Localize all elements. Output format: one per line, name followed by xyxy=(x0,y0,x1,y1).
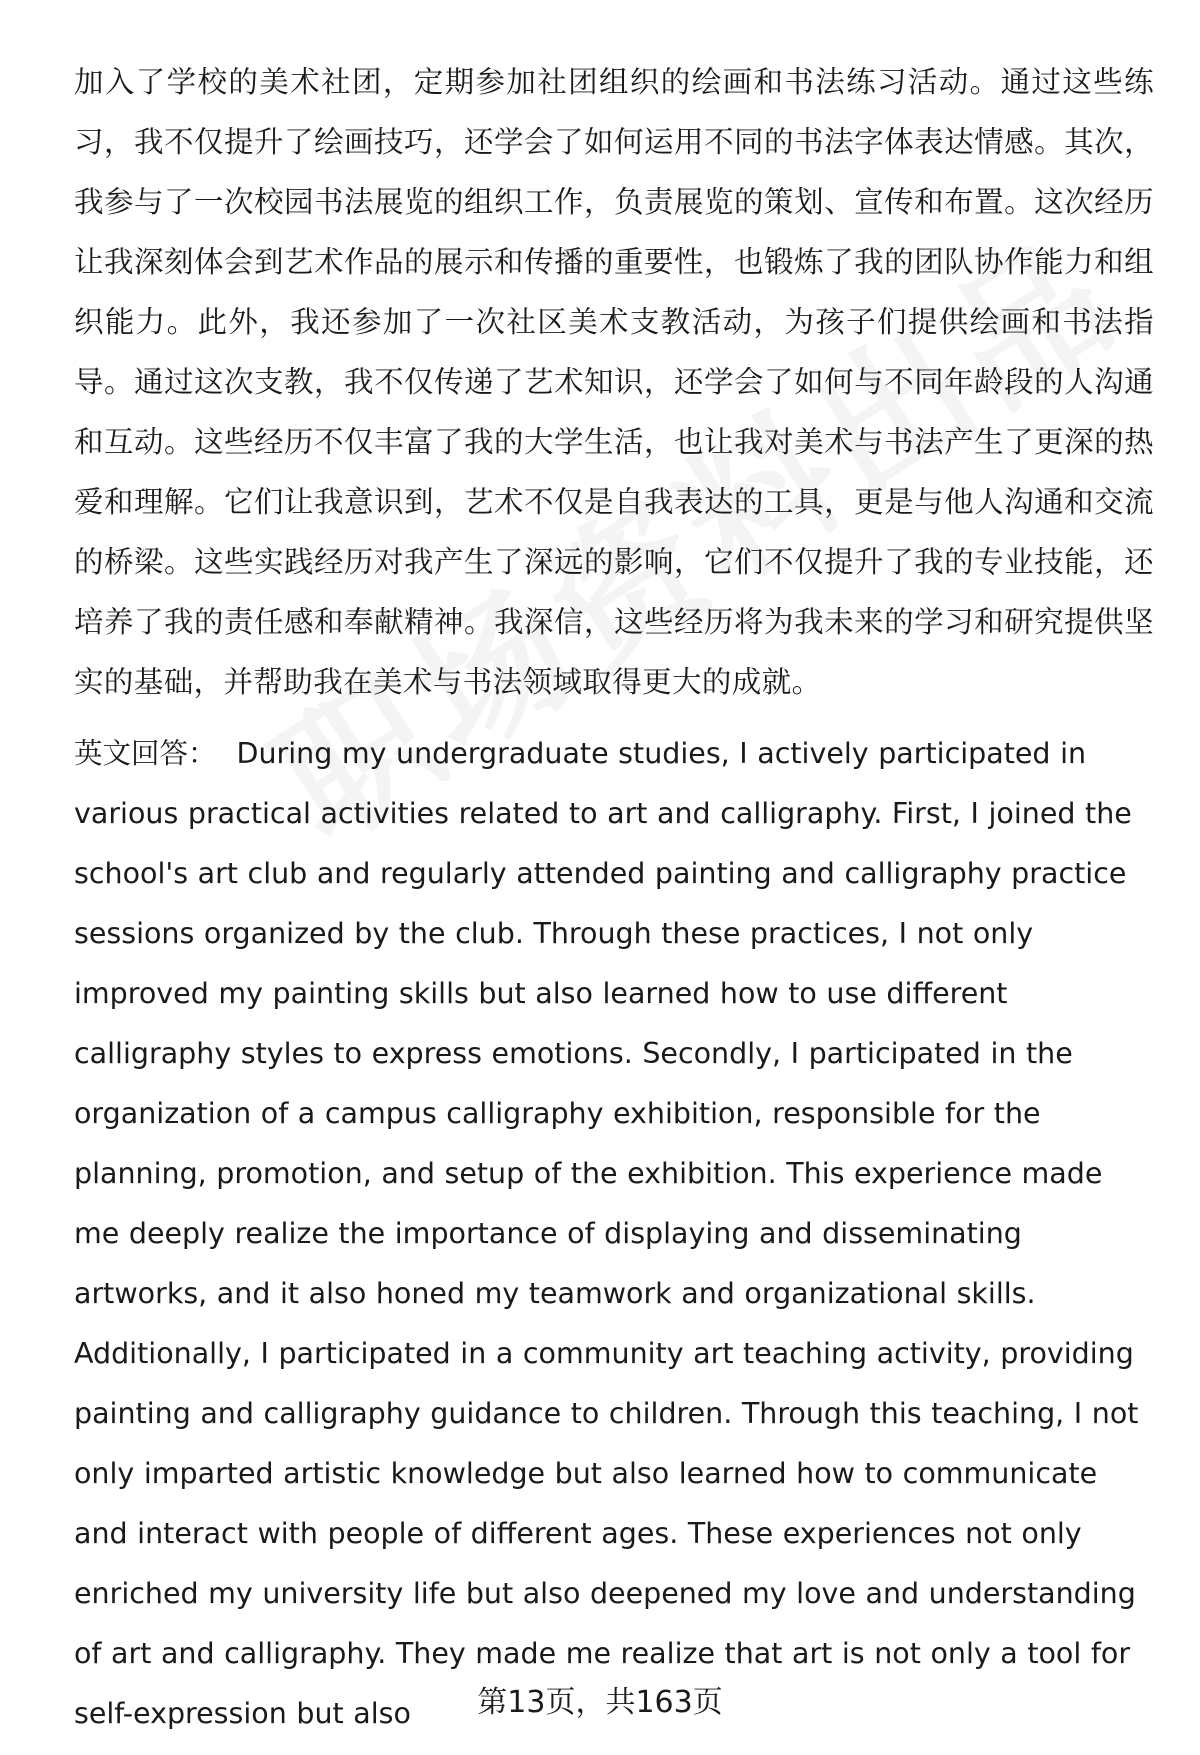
page-number: 第13页，共163页 xyxy=(477,1685,723,1720)
english-answer-label: 英文回答： xyxy=(74,737,217,770)
english-answer-text: During my undergraduate studies, I actively participated in various practical activities related to art and calligraphy. First, I joined the school's art club and regularly attended painting and calligraphy practice sessions organized by the club. Through these practices, I not only improved my painting skills but also learned how to use different calligraphy styles to express emotions. Secondly, I participated in the organization of a campus calligraphy exhibition, responsible for the planning, promotion, and setup of the exhibition. This experience made me deeply realize the importance of displaying and disseminating artworks, and it also honed my teamwork and organizational skills. Additionally, I participated in a community art teaching activity, providing painting and calligraphy guidance to children. Through this teaching, I not only imparted artistic knowledge but also learned how to communicate and interact with people of different ages. These experiences not only enriched my university life but also deepened my love and understanding of art and calligraphy. They made me realize that art is not only a tool for self-expression but also xyxy=(74,737,1139,1730)
page-content xyxy=(74,52,1154,1744)
chinese-paragraph: 加入了学校的美术社团，定期参加社团组织的绘画和书法练习活动。通过这些练习，我不仅提升了绘画技巧，还学会了如何运用不同的书法字体表达情感。其次，我参与了一次校园书法展览的组织工作，负责展览的策划、宣传和布置。这次经历让我深刻体会到艺术作品的展示和传播的重要性，也锻炼了我的团队协作能力和组织能力。此外，我还参加了一次社区美术支教活动，为孩子们提供绘画和书法指导。通过这次支教，我不仅传递了艺术知识，还学会了如何与不同年龄段的人沟通和互动。这些经历不仅丰富了我的大学生活，也让我对美术与书法产生了更深的热爱和理解。它们让我意识到，艺术不仅是自我表达的工具，更是与他人沟通和交流的桥梁。这些实践经历对我产生了深远的影响，它们不仅提升了我的专业技能，还培养了我的责任感和奉献精神。我深信，这些经历将为我未来的学习和研究提供坚实的基础，并帮助我在美术与书法领域取得更大的成就。 xyxy=(74,65,1154,699)
english-answer-paragraph xyxy=(74,724,1154,1744)
